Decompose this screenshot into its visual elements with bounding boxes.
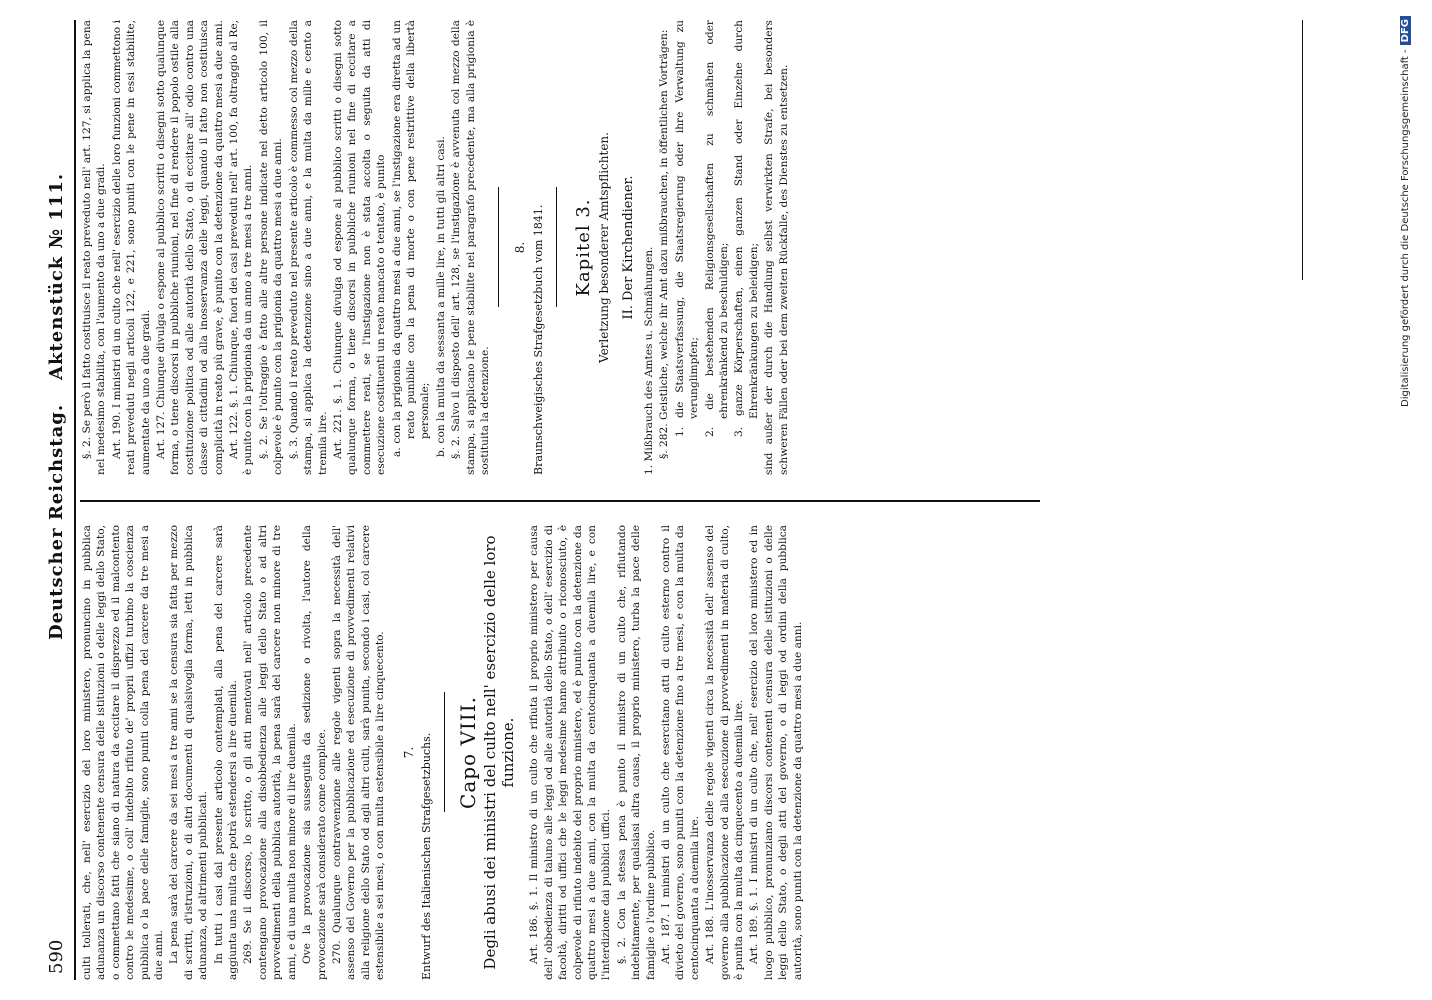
right-paragraph: §. 2. Salvo il disposto dell' art. 128, se l'instigazione è avvenuta col mezzo della stampa, si applicano le pene stabilite nel paragrafo precedente, ma alla prigionia è sostituita la detenzione. [450, 20, 491, 475]
section-divider [444, 693, 445, 813]
footer-rule [1302, 20, 1303, 280]
digitization-note [1400, 16, 1420, 916]
left-column [80, 525, 1290, 980]
section-divider [556, 188, 557, 308]
right-paragraph: §. 2. Se però il fatto costituisce il reato preveduto nell' art. 127, si applica la pena nel medesimo stabilita, con l'aumento da uno a due gradi. [81, 20, 108, 475]
right-paragraph: Art. 122. §. 1. Chiunque, fuori dei casi preveduti nell' art. 100, fa oltraggio al Re, è punito con la prigionia da un anno a tre mesi a tre anni. [228, 20, 255, 475]
column-divider [80, 500, 1040, 502]
left-paragraph: culti tollerati, che, nell' esercizio del loro ministero, pronuncino in pubblica adunanza un discorso contenente censura delle istituzioni o delle leggi dello Stato, o commettano fatti che siano di natura da eccitare il disprezzo ed il malcontento contro le medesime, o coll' indebito rifiuto de' proprii uffizi turbino la coscienza pubblica o la pace delle famiglie, sono puniti colla pena del carcere da tre mesi a due anni. [81, 525, 166, 980]
digitization-text: Digitalisierung gefördert durch die Deutsche Forschungsgemeinschaft - [1400, 49, 1411, 407]
sub-note: 1. Mißbrauch des Amtes u. Schmähungen. [643, 246, 655, 475]
running-head-left: Deutscher Reichstag. [46, 403, 67, 640]
kapitel-title: Verletzung besonderer Amtspflichten. [597, 132, 612, 363]
right-column [80, 20, 1290, 475]
list-item: 1. die Staatsverfassung, die Staatsregierung oder ihre Verwaltung zu verunglimpfen; [673, 20, 701, 437]
article-paragraph: Art. 188. L'inosservanza delle regole vigenti circa la necessità dell' assenso del governo alla pubblicazione od alla esecuzione di provvedimenti in materia di culto, è punita con la multa da cinquecento a duemila lire. [704, 525, 746, 980]
right-paragraph: §. 2. Se l'oltraggio è fatto alle altre persone indicate nel detto articolo 100, il colpevole è punito con la prigionia da quattro mesi a due anni. [257, 20, 285, 475]
list-item: 3. ganze Körperschaften, einen ganzen Stand oder Einzelne durch Ehrenkränkungen zu beleidigen; [733, 20, 760, 437]
dfg-logo: DFG [1400, 16, 1411, 45]
left-paragraph: Ove la provocazione sia susseguita da sedizione o rivolta, l'autore della provocazione sarà considerato come complice. [301, 525, 328, 980]
right-paragraph: §. 3. Quando il reato preveduto nel presente articolo è commesso col mezzo della stampa, si applica la detenzione sino a due anni, e la multa da mille e cento a tremila lire. [287, 20, 329, 475]
left-paragraph: 269. Se il discorso, lo scritto, o gli atti mentovati nell' articolo precedente contengano provocazione alla disobbedienza alle leggi dello Stato o ad altri provvedimenti della pubblica autorità, la pena sarà del carcere non minore di tre anni, e di una multa non minore di lire duemila. [242, 525, 298, 980]
section-divider [498, 188, 499, 308]
list-item-a: a. con la prigionia da quattro mesi a due anni, se l'instigazione era diretta ad un reato punibile con la pena di morte o con pene restrittive della libertà personale; [390, 20, 432, 457]
kapitel-heading: Kapitel 3. [572, 198, 594, 297]
article-282-intro: §. 282. Geistliche, welche ihr Amt dazu mißbrauchen, in öffentlichen Vorträgen: [658, 29, 671, 459]
right-paragraph: Art. 190. I ministri di un culto che nell' esercizio delle loro funzioni commettono i reati preveduti negli articoli 122, e 221, sono puniti con le pene in essi stabilite, aumentate da uno a due gradi. [110, 20, 152, 475]
right-paragraph: Art. 127. Chiunque divulga o espone al pubblico scritti o disegni sotto qualunque forma, o tiene discorsi in pubbliche riunioni, nel fine di rendere il popolo ostile alla costituzione politica od alle autorità dello Stato, o di eccitare all' odio contro una classe di cittadini od alla inosservanza delle leggi, quando il fatto non costituisca complicità in reato più grave, è punito con la detenzione da quattro mesi a due anni. [155, 19, 225, 475]
left-paragraph: La pena sarà del carcere da sei mesi a tre anni se la censura sia fatta per mezzo di scritti, d'istruzioni, o di altri documenti di qualsivoglia forma, letti in pubblica adunanza, od altrimenti pubblicati. [168, 525, 210, 980]
list-item-b: b. con la multa da sessanta a mille lire, in tutti gli altri casi. [434, 136, 447, 457]
running-head-right: Aktenstück № 111. [46, 172, 67, 380]
source-heading: Braunschweigisches Strafgesetzbuch vom 1841. [531, 204, 545, 475]
page-number: 590 [46, 939, 67, 974]
article-paragraph: Art. 187. I ministri di un culto che esercitano atti di culto esterno contro il divieto del governo, sono puniti con la detenzione fino a tre mesi, e con la multa da centocinquanta a duemila lire. [660, 525, 701, 980]
list-item: 2. die bestehenden Religionsgesellschaften zu schmähen oder ehrenkränkend zu beschuldigen; [703, 20, 731, 437]
section-number: 8. [513, 241, 528, 254]
article-paragraph: §. 2. Con la stessa pena è punito il ministro di un culto che, rifiutando indebitamente, per qualsiasi altra causa, il proprio ministero, turba la pace delle famiglie o l'ordine pubblico. [615, 525, 657, 980]
article-paragraph: Art. 186. §. 1. Il ministro di un culto che rifiuta il proprio ministero per causa dell' obbedienza di taluno alle leggi od alle autorità dello Stato, o dell' esercizio di facoltà, diritti od uffici che le leggi medesime hanno attribuito o riconosciuto, è colpevole di rifiuto indebito del proprio ministero, ed è punito con la detenzione da quattro mesi a due anni, con la multa da centocinquanta a duemila lire, e con l'interdizione dai pubblici uffici. [528, 525, 613, 980]
sub-heading: II. Der Kirchendiener. [620, 175, 636, 320]
section-number: 7. [401, 746, 416, 759]
article-paragraph: Art. 189. §. 1. I ministri di un culto che, nell' esercizio del loro ministero ed in luogo pubblico, pronunziano discorsi contenenti censura delle istituzioni o delle leggi dello Stato, o degli atti del governo, o di leggi od ordini della pubblica autorità, sono puniti con la detenzione da quattro mesi a due anni. [748, 525, 804, 980]
chapter-heading: Capo VIII. [455, 696, 480, 809]
left-paragraph: 270. Qualunque contravvenzione alle regole vigenti sopra la necessità dell' assenso del Governo per la pubblicazione ed esecuzione di provvedimenti relativi alla religione dello Stato od agli altri culti, sarà punita, secondo i casi, col carcere estensibile a sei mesi, o con multa estensibile a lire cinquecento. [330, 525, 387, 980]
source-heading: Entwurf des Italienischen Strafgesetzbuchs. [419, 732, 433, 980]
left-paragraph: In tutti i casi dal presente articolo contemplati, alla pena del carcere sarà aggiunta una multa che potrà estendersi a lire duemila. [212, 525, 240, 980]
right-paragraph: Art. 221. §. 1. Chiunque divulga od espone al pubblico scritti o disegni sotto qualunque forma, o tiene discorsi in pubbliche riunioni nel fine di eccitare a commettere reati, se l'instigazione non è stata accolta o seguita da atti di esecuzione costituenti un reato mancato o tentato, è punito [331, 20, 388, 475]
chapter-title: Degli abusi dei ministri del culto nell' esercizio delle loro funzione. [481, 535, 518, 970]
article-282-end: sind außer der durch die Handlung selbst verwirkten Strafe, bei besonders schweren Fällen oder bei dem zweiten Rückfalle, des Dienstes zu entsetzen. [763, 20, 790, 475]
rotated-print-page [40, 20, 1340, 980]
page-header [40, 20, 76, 980]
